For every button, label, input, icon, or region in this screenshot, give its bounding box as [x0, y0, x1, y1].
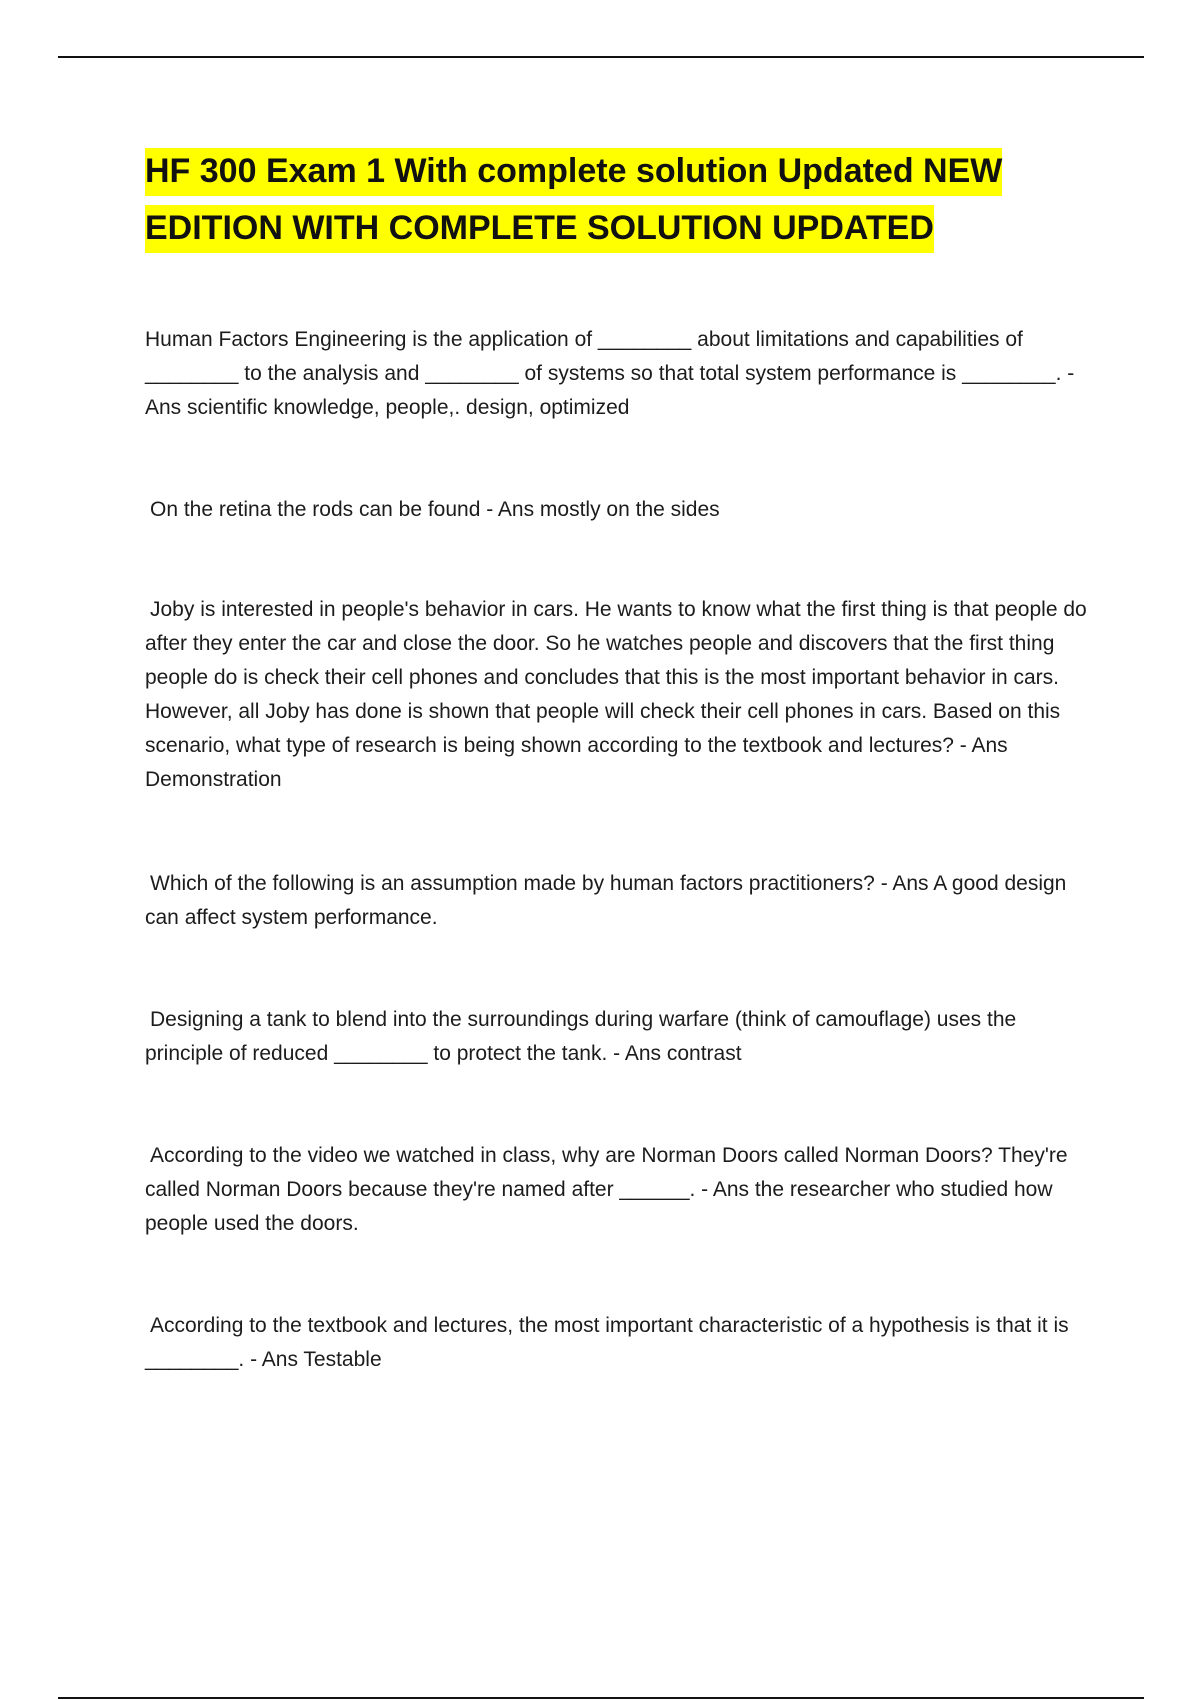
qa-item-7: According to the textbook and lectures, the most important characteristic of a hypothesis is that it is ________. - Ans Testable: [145, 1314, 1069, 1371]
qa-item-4: Which of the following is an assumption made by human factors practitioners? - Ans A good design can affect system performance.: [145, 872, 1067, 929]
qa-item-5: Designing a tank to blend into the surroundings during warfare (think of camouflage) uses the principle of reduced ________ to protect the tank. - Ans contrast: [145, 1008, 1017, 1065]
document-title: [145, 143, 1085, 257]
top-rule: [58, 56, 1144, 58]
qa-item-2: On the retina the rods can be found - Ans mostly on the sides: [150, 498, 720, 521]
bottom-rule: [58, 1697, 1144, 1699]
qa-item-1: Human Factors Engineering is the application of ________ about limitations and capabilities of ________ to the analysis and ________ of systems so that total system performance is ________. - Ans scientific knowledge, people,. design, optimized: [145, 328, 1075, 419]
qa-item-6: According to the video we watched in class, why are Norman Doors called Norman Doors? They're called Norman Doors because they're named after ______. - Ans the researcher who studied how people used the doors.: [145, 1144, 1068, 1235]
qa-item-3: Joby is interested in people's behavior in cars. He wants to know what the first thing is that people do after they enter the car and close the door. So he watches people and discovers that the first thing people do is check their cell phones and concludes that this is the most important behavior in cars. However, all Joby has done is shown that people will check their cell phones in cars. Based on this scenario, what type of research is being shown according to the textbook and lectures? - Ans Demonstration: [145, 598, 1087, 791]
title-highlight: HF 300 Exam 1 With complete solution Updated NEW EDITION WITH COMPLETE SOLUTION UPDATED: [145, 148, 1002, 253]
